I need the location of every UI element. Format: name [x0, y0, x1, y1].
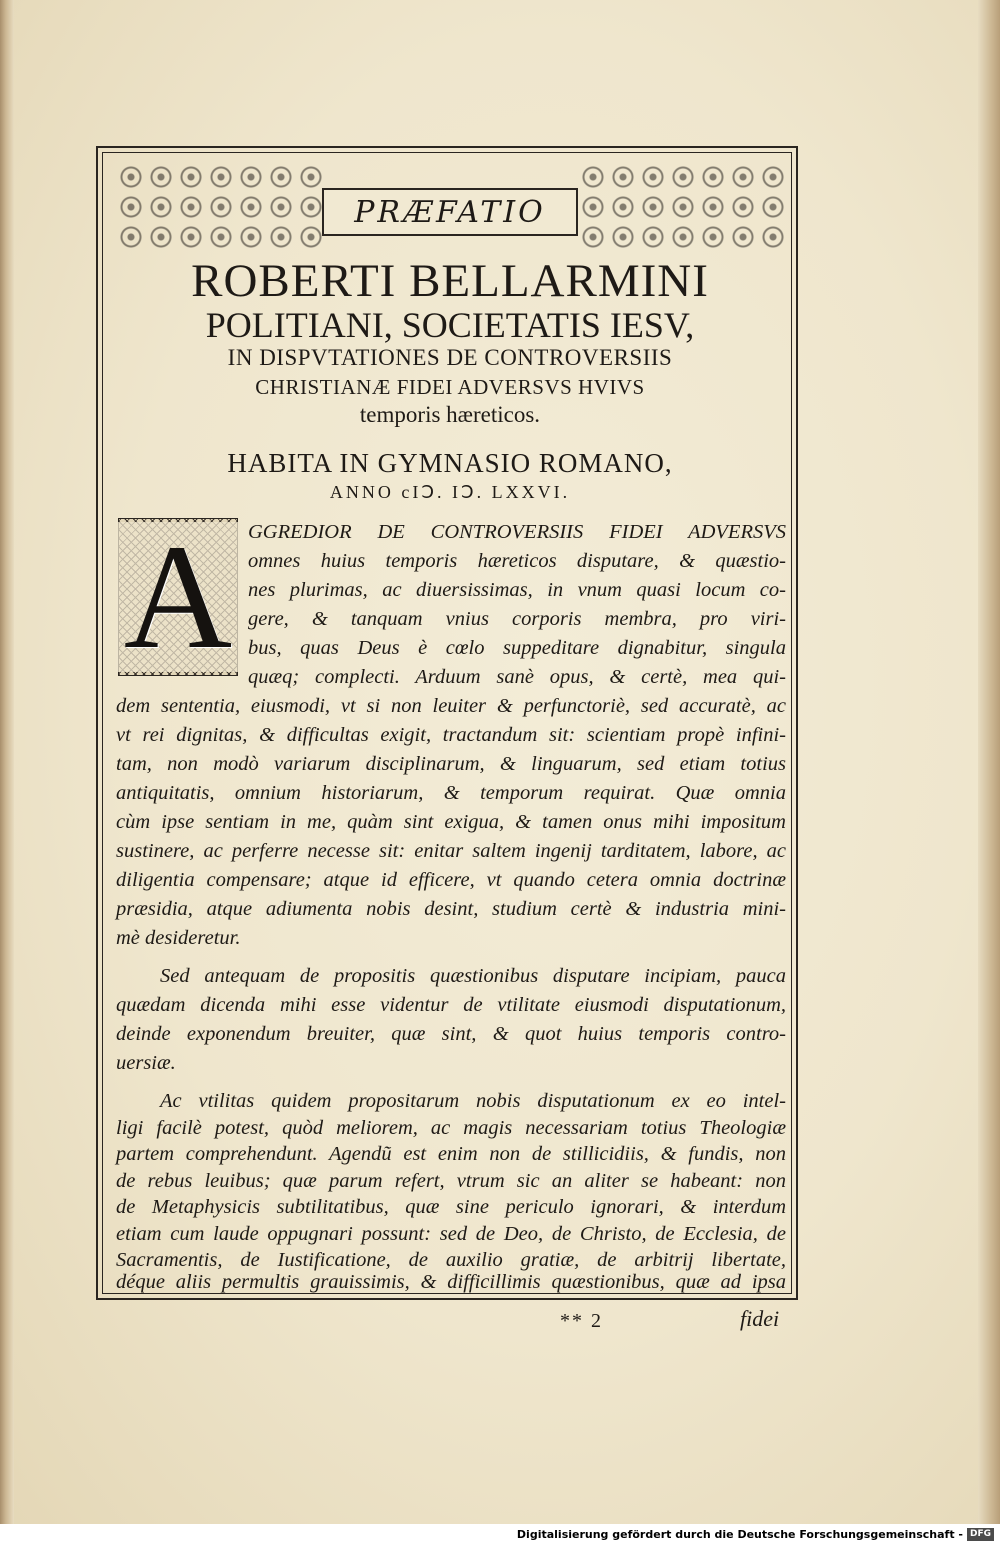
book-spine	[0, 0, 14, 1524]
body-line: Ac vtilitas quidem propositarum nobis disputationum ex eo intel-	[160, 1090, 786, 1112]
body-line: vt rei dignitas, & difficultas exigit, tractandum sit: scientiam propè infini-	[116, 724, 786, 746]
body-line: nes plurimas, ac diuersissimas, in vnum quasi locum co-	[248, 579, 786, 601]
body-line: Sacramentis, de Iustificatione, de auxilio gratiæ, de arbitrij libertate,	[116, 1249, 786, 1271]
decorated-initial	[118, 514, 238, 680]
body-line: cùm ipse sentiam in me, quàm sint exigua, & tamen onus mihi impositum	[116, 811, 786, 833]
body-line: sustinere, ac perferre necesse sit: enitar saltem ingenij tarditatem, labore, ac	[116, 840, 786, 862]
dfg-logo: DFG	[967, 1528, 994, 1541]
ornament-band-right	[578, 162, 784, 252]
body-line: præsidia, atque adiumenta nobis desint, studium certè & industria mini-	[116, 898, 786, 920]
anno-line: ANNO cIↃ. IↃ. LXXVI.	[329, 482, 571, 502]
body-line: etiam cum laude oppugnari possunt: sed de Deo, de Christo, de Ecclesia, de	[116, 1222, 786, 1245]
body-line: antiquitatis, omnium historiarum, & temporum requirat. Quæ omnia	[116, 782, 786, 804]
initial-letter: A	[116, 522, 240, 672]
body-line: bus, quas Deus è cœlo suppeditare dignabitur, singula	[248, 637, 786, 659]
title-line-3: IN DISPVTATIONES DE CONTROVERSIIS	[227, 345, 673, 370]
title-line-5: temporis hæreticos.	[359, 402, 541, 427]
body-line: uersiæ.	[116, 1052, 176, 1074]
body-line: deinde exponendum breuiter, quæ sint, & quot huius temporis contro-	[116, 1023, 786, 1045]
catchword: fidei	[740, 1306, 780, 1331]
body-line: quædam dicenda mihi esse videntur de vtilitate eiusmodi disputationum,	[116, 994, 786, 1016]
footer-credit: Digitalisierung gefördert durch die Deutsche Forschungsgemeinschaft -	[516, 1527, 963, 1541]
body-line: de Metaphysicis subtilitatibus, quæ sine periculo ignorari, & interdum	[116, 1196, 786, 1218]
title-line-2: POLITIANI, SOCIETATIS IESV,	[205, 305, 695, 345]
habita-heading: HABITA IN GYMNASIO ROMANO,	[227, 448, 673, 478]
body-line: GGREDIOR DE CONTROVERSIIS FIDEI ADVERSVS	[248, 521, 786, 543]
signature-mark: ** 2	[560, 1310, 603, 1332]
body-line: de rebus leuibus; quæ parum refert, vtrum sic an aliter se habeant: non	[116, 1169, 786, 1192]
ornament-band-left	[116, 162, 330, 252]
body-line: partem comprehendunt. Agendũ est enim non de stillicidiis, & fundis, non	[116, 1143, 786, 1165]
body-line: ligi facilè potest, quòd meliorem, ac magis necessariam totius Theologiæ	[116, 1116, 786, 1139]
praefatio-label: PRÆFATIO	[322, 188, 578, 236]
title-line-1: ROBERTI BELLARMINI	[191, 255, 709, 307]
body-line: diligentia compensare; atque id efficere, vt quando cetera omnia doctrinæ	[116, 869, 786, 891]
body-line: tam, non modò variarum disciplinarum, & linguarum, sed etiam totius	[116, 753, 786, 775]
page-edge	[978, 0, 1000, 1524]
digitization-footer	[0, 1524, 1000, 1544]
body-line: gere, & tanquam vnius corporis membra, pro viri-	[248, 608, 786, 630]
body-line: quæq; complecti. Arduum sanè opus, & certè, mea qui-	[248, 666, 786, 688]
body-line: dem sententia, eiusmodi, vt si non leuiter & perfunctoriè, sed accuratè, ac	[116, 695, 786, 717]
body-line: Sed antequam de propositis quæstionibus disputare incipiam, pauca	[160, 965, 786, 987]
body-line: déque aliis permultis grauissimis, & difficillimis quæstionibus, quæ ad ipsa	[116, 1271, 786, 1293]
title-line-4: CHRISTIANÆ FIDEI ADVERSVS HVIVS	[255, 375, 645, 399]
body-line: mè desideretur.	[116, 927, 241, 949]
body-line: omnes huius temporis hæreticos disputare, & quæstio-	[248, 550, 786, 572]
